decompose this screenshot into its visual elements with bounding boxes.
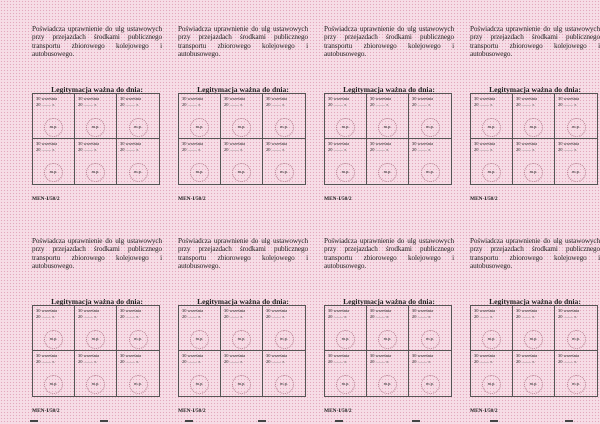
validity-stamp-grid <box>470 93 598 185</box>
validity-stamp-grid <box>324 305 452 397</box>
validity-cell <box>263 351 305 396</box>
validity-date-day: 30 września <box>328 141 350 146</box>
validity-date-day: 30 września <box>370 353 392 358</box>
stamp-label: m.p. <box>91 124 100 129</box>
validity-date <box>120 141 141 153</box>
validity-date-year: 20 ......... r. <box>120 147 139 152</box>
validity-cell <box>325 139 367 184</box>
validity-date <box>266 141 287 153</box>
validity-cell <box>221 306 263 351</box>
validity-date <box>36 353 57 365</box>
validity-cell <box>117 94 159 139</box>
validity-stamp-grid <box>470 305 598 397</box>
validity-date-year: 20 ......... r. <box>474 314 493 319</box>
validity-date-year: 20 ......... r. <box>412 102 431 107</box>
validity-cell <box>221 94 263 139</box>
stamp-label: m.p. <box>237 124 246 129</box>
stamp-label: m.p. <box>237 169 246 174</box>
validity-title: Legitymacja ważna do dnia: <box>489 85 581 94</box>
validity-date <box>120 96 141 108</box>
validity-date <box>120 308 141 320</box>
validity-date-day: 30 września <box>474 96 496 101</box>
validity-date <box>370 141 391 153</box>
validity-date <box>78 308 99 320</box>
stamp-label: m.p. <box>280 381 288 386</box>
validity-date-day: 30 września <box>78 141 100 146</box>
validity-title: Legitymacja ważna do dnia: <box>197 85 289 94</box>
validity-date-year: 20 ......... r. <box>558 359 577 364</box>
validity-date-year: 20 ......... r. <box>182 102 201 107</box>
validity-date-year: 20 ......... r. <box>474 147 493 152</box>
entitlement-text: Poświadcza uprawnienie do ulg ustawowych przy przejazdach środkami publicznego transportu zbiorowego kolejowego i autobusowego. <box>324 25 454 59</box>
validity-date-day: 30 września <box>412 96 434 101</box>
validity-date-day: 30 września <box>182 308 204 313</box>
validity-date <box>36 96 57 108</box>
stamp-label: m.p. <box>529 124 538 129</box>
validity-date <box>78 96 99 108</box>
validity-cell <box>117 306 159 351</box>
validity-date-year: 20 ......... r. <box>412 147 431 152</box>
validity-date <box>328 308 349 320</box>
stamp-label: m.p. <box>572 381 580 386</box>
validity-date-year: 20 ......... r. <box>412 314 431 319</box>
validity-date <box>36 141 57 153</box>
validity-date-year: 20 ......... r. <box>328 147 347 152</box>
validity-cell <box>367 139 409 184</box>
validity-cell <box>409 351 451 396</box>
stamp-label: m.p. <box>426 336 434 341</box>
stamp-label: m.p. <box>341 169 350 174</box>
form-code: MEN-I/50/2 <box>470 408 498 414</box>
validity-date <box>558 141 579 153</box>
validity-cell <box>513 351 555 396</box>
stamp-label: m.p. <box>572 336 580 341</box>
validity-date-year: 20 ......... r. <box>266 314 285 319</box>
form-code: MEN-I/50/2 <box>470 196 498 202</box>
validity-date-day: 30 września <box>266 96 288 101</box>
id-card-panel <box>178 25 308 205</box>
stamp-label: m.p. <box>529 336 538 341</box>
form-code: MEN-I/50/2 <box>324 196 352 202</box>
validity-cell <box>179 306 221 351</box>
validity-date <box>474 308 495 320</box>
validity-date-day: 30 września <box>224 96 246 101</box>
stamp-label: m.p. <box>237 381 246 386</box>
stamp-label: m.p. <box>529 169 538 174</box>
entitlement-text: Poświadcza uprawnienie do ulg ustawowych przy przejazdach środkami publicznego transportu zbiorowego kolejowego i autobusowego. <box>470 237 600 271</box>
registration-mark <box>565 420 573 422</box>
validity-title: Legitymacja ważna do dnia: <box>51 297 143 306</box>
validity-cell <box>263 306 305 351</box>
validity-date-day: 30 września <box>36 141 58 146</box>
validity-cell <box>179 351 221 396</box>
validity-date <box>370 96 391 108</box>
validity-cell <box>513 94 555 139</box>
validity-date-year: 20 ......... r. <box>78 147 97 152</box>
validity-date-day: 30 września <box>224 141 246 146</box>
validity-cell <box>555 139 597 184</box>
id-card-panel <box>470 237 600 417</box>
validity-cell <box>179 139 221 184</box>
form-code: MEN-I/50/2 <box>178 196 206 202</box>
validity-date-day: 30 września <box>558 308 580 313</box>
stamp-label: m.p. <box>134 381 142 386</box>
stamp-label: m.p. <box>572 124 580 129</box>
stamp-label: m.p. <box>91 381 100 386</box>
validity-date <box>516 141 537 153</box>
stamp-label: m.p. <box>49 336 58 341</box>
validity-date-day: 30 września <box>120 353 142 358</box>
validity-cell <box>513 306 555 351</box>
id-card-panel <box>470 25 600 205</box>
validity-date-day: 30 września <box>266 308 288 313</box>
validity-date-year: 20 ......... r. <box>224 359 243 364</box>
form-code: MEN-I/50/2 <box>324 408 352 414</box>
stamp-label: m.p. <box>383 381 392 386</box>
validity-date-day: 30 września <box>370 141 392 146</box>
validity-title: Legitymacja ważna do dnia: <box>343 85 435 94</box>
validity-date-day: 30 września <box>182 96 204 101</box>
validity-cell <box>409 306 451 351</box>
stamp-label: m.p. <box>572 169 580 174</box>
validity-date-year: 20 ......... r. <box>120 359 139 364</box>
validity-date <box>474 141 495 153</box>
validity-date-year: 20 ......... r. <box>328 314 347 319</box>
entitlement-text: Poświadcza uprawnienie do ulg ustawowych przy przejazdach środkami publicznego transportu zbiorowego kolejowego i autobusowego. <box>178 25 308 59</box>
validity-date <box>266 308 287 320</box>
stamp-label: m.p. <box>487 381 496 386</box>
validity-date <box>370 353 391 365</box>
stamp-label: m.p. <box>341 381 350 386</box>
validity-date-year: 20 ......... r. <box>558 314 577 319</box>
validity-date-year: 20 ......... r. <box>120 102 139 107</box>
validity-date <box>558 353 579 365</box>
stamp-label: m.p. <box>49 381 58 386</box>
validity-date-year: 20 ......... r. <box>370 102 389 107</box>
validity-date-day: 30 września <box>182 353 204 358</box>
validity-date-year: 20 ......... r. <box>516 359 535 364</box>
stamp-label: m.p. <box>426 381 434 386</box>
validity-cell <box>263 94 305 139</box>
validity-cell <box>75 306 117 351</box>
validity-date <box>182 308 203 320</box>
id-card-panel <box>32 25 162 205</box>
validity-date-year: 20 ......... r. <box>224 102 243 107</box>
validity-cell <box>367 306 409 351</box>
stamp-label: m.p. <box>237 336 246 341</box>
stamp-label: m.p. <box>383 336 392 341</box>
entitlement-text: Poświadcza uprawnienie do ulg ustawowych przy przejazdach środkami publicznego transportu zbiorowego kolejowego i autobusowego. <box>32 25 162 59</box>
validity-date <box>182 353 203 365</box>
stamp-label: m.p. <box>195 336 204 341</box>
registration-mark <box>30 420 38 422</box>
entitlement-text: Poświadcza uprawnienie do ulg ustawowych przy przejazdach środkami publicznego transportu zbiorowego kolejowego i autobusowego. <box>324 237 454 271</box>
validity-date <box>412 141 433 153</box>
validity-date-day: 30 września <box>78 96 100 101</box>
validity-date <box>370 308 391 320</box>
validity-date-day: 30 września <box>558 353 580 358</box>
validity-date <box>412 96 433 108</box>
validity-date-day: 30 września <box>78 353 100 358</box>
registration-mark <box>100 420 108 422</box>
validity-date-day: 30 września <box>266 141 288 146</box>
validity-cell <box>117 139 159 184</box>
validity-date-year: 20 ......... r. <box>370 147 389 152</box>
bottom-registration-marks <box>0 418 600 424</box>
validity-stamp-grid <box>32 305 160 397</box>
stamp-label: m.p. <box>195 381 204 386</box>
validity-date-year: 20 ......... r. <box>370 314 389 319</box>
validity-stamp-grid <box>32 93 160 185</box>
entitlement-text: Poświadcza uprawnienie do ulg ustawowych przy przejazdach środkami publicznego transportu zbiorowego kolejowego i autobusowego. <box>470 25 600 59</box>
stamp-label: m.p. <box>134 336 142 341</box>
validity-date-day: 30 września <box>516 353 538 358</box>
validity-date-year: 20 ......... r. <box>266 359 285 364</box>
validity-cell <box>471 306 513 351</box>
validity-date <box>516 308 537 320</box>
validity-date <box>266 353 287 365</box>
validity-date-year: 20 ......... r. <box>516 102 535 107</box>
stamp-label: m.p. <box>383 124 392 129</box>
validity-date-day: 30 września <box>182 141 204 146</box>
validity-date-day: 30 września <box>78 308 100 313</box>
validity-date <box>182 141 203 153</box>
validity-date-year: 20 ......... r. <box>328 359 347 364</box>
validity-date-day: 30 września <box>474 308 496 313</box>
validity-date-year: 20 ......... r. <box>182 314 201 319</box>
validity-cell <box>367 351 409 396</box>
validity-date-day: 30 września <box>36 308 58 313</box>
validity-date-day: 30 września <box>412 353 434 358</box>
id-card-panel <box>324 25 454 205</box>
validity-date-day: 30 września <box>516 96 538 101</box>
validity-date-year: 20 ......... r. <box>182 359 201 364</box>
validity-date-day: 30 września <box>120 141 142 146</box>
validity-date-day: 30 września <box>370 96 392 101</box>
validity-date <box>558 308 579 320</box>
validity-cell <box>263 139 305 184</box>
registration-mark <box>490 420 498 422</box>
validity-date-day: 30 września <box>120 96 142 101</box>
validity-cell <box>555 306 597 351</box>
validity-date-day: 30 września <box>558 96 580 101</box>
validity-cell <box>221 139 263 184</box>
form-code: MEN-I/50/2 <box>32 196 60 202</box>
validity-date-year: 20 ......... r. <box>266 147 285 152</box>
validity-date-year: 20 ......... r. <box>474 102 493 107</box>
entitlement-text: Poświadcza uprawnienie do ulg ustawowych przy przejazdach środkami publicznego transportu zbiorowego kolejowego i autobusowego. <box>32 237 162 271</box>
validity-date <box>224 308 245 320</box>
validity-cell <box>33 139 75 184</box>
registration-mark <box>185 420 193 422</box>
stamp-label: m.p. <box>341 124 350 129</box>
validity-date <box>224 96 245 108</box>
validity-cell <box>33 306 75 351</box>
validity-date <box>36 308 57 320</box>
stamp-label: m.p. <box>426 124 434 129</box>
validity-title: Legitymacja ważna do dnia: <box>51 85 143 94</box>
validity-cell <box>33 94 75 139</box>
validity-cell <box>409 94 451 139</box>
validity-date-year: 20 ......... r. <box>36 314 55 319</box>
validity-date-year: 20 ......... r. <box>78 102 97 107</box>
validity-date-day: 30 września <box>474 141 496 146</box>
validity-date-year: 20 ......... r. <box>474 359 493 364</box>
validity-date <box>266 96 287 108</box>
validity-stamp-grid <box>178 305 306 397</box>
validity-cell <box>221 351 263 396</box>
validity-date-year: 20 ......... r. <box>36 102 55 107</box>
stamp-label: m.p. <box>49 169 58 174</box>
validity-cell <box>471 139 513 184</box>
stamp-label: m.p. <box>383 169 392 174</box>
validity-date-year: 20 ......... r. <box>36 147 55 152</box>
validity-date-day: 30 września <box>558 141 580 146</box>
validity-date-day: 30 września <box>516 308 538 313</box>
validity-date-day: 30 września <box>224 353 246 358</box>
validity-date-day: 30 września <box>474 353 496 358</box>
stamp-label: m.p. <box>341 336 350 341</box>
validity-date <box>120 353 141 365</box>
validity-date-day: 30 września <box>412 141 434 146</box>
stamp-label: m.p. <box>529 381 538 386</box>
validity-date-year: 20 ......... r. <box>558 147 577 152</box>
validity-date-year: 20 ......... r. <box>224 147 243 152</box>
validity-cell <box>367 94 409 139</box>
validity-date-day: 30 września <box>370 308 392 313</box>
validity-date <box>474 96 495 108</box>
stamp-label: m.p. <box>280 336 288 341</box>
validity-date-year: 20 ......... r. <box>78 314 97 319</box>
registration-mark <box>412 420 420 422</box>
stamp-label: m.p. <box>195 124 204 129</box>
validity-cell <box>555 351 597 396</box>
validity-date <box>474 353 495 365</box>
id-card-panel <box>32 237 162 417</box>
validity-cell <box>75 351 117 396</box>
validity-date-day: 30 września <box>412 308 434 313</box>
form-code: MEN-I/50/2 <box>32 408 60 414</box>
validity-date-day: 30 września <box>266 353 288 358</box>
stamp-label: m.p. <box>487 169 496 174</box>
registration-mark <box>335 420 343 422</box>
validity-date-day: 30 września <box>224 308 246 313</box>
validity-stamp-grid <box>324 93 452 185</box>
validity-date-day: 30 września <box>120 308 142 313</box>
validity-date <box>224 353 245 365</box>
validity-date-day: 30 września <box>36 96 58 101</box>
validity-date-year: 20 ......... r. <box>558 102 577 107</box>
validity-cell <box>75 139 117 184</box>
validity-date <box>558 96 579 108</box>
id-card-panel <box>178 237 308 417</box>
stamp-label: m.p. <box>280 124 288 129</box>
validity-date-day: 30 września <box>516 141 538 146</box>
validity-date-year: 20 ......... r. <box>224 314 243 319</box>
validity-title: Legitymacja ważna do dnia: <box>197 297 289 306</box>
stamp-label: m.p. <box>134 124 142 129</box>
validity-date <box>516 353 537 365</box>
validity-cell <box>513 139 555 184</box>
validity-cell <box>325 351 367 396</box>
validity-date <box>412 308 433 320</box>
validity-date-day: 30 września <box>328 353 350 358</box>
validity-date <box>224 141 245 153</box>
validity-date-year: 20 ......... r. <box>328 102 347 107</box>
stamp-label: m.p. <box>487 336 496 341</box>
validity-title: Legitymacja ważna do dnia: <box>489 297 581 306</box>
form-code: MEN-I/50/2 <box>178 408 206 414</box>
validity-date <box>328 141 349 153</box>
validity-date <box>78 353 99 365</box>
entitlement-text: Poświadcza uprawnienie do ulg ustawowych przy przejazdach środkami publicznego transportu zbiorowego kolejowego i autobusowego. <box>178 237 308 271</box>
validity-date-day: 30 września <box>328 308 350 313</box>
validity-cell <box>117 351 159 396</box>
validity-cell <box>179 94 221 139</box>
validity-cell <box>471 94 513 139</box>
stamp-label: m.p. <box>280 169 288 174</box>
validity-stamp-grid <box>178 93 306 185</box>
validity-date-day: 30 września <box>36 353 58 358</box>
validity-date <box>182 96 203 108</box>
stamp-label: m.p. <box>195 169 204 174</box>
stamp-label: m.p. <box>91 336 100 341</box>
stamp-label: m.p. <box>49 124 58 129</box>
validity-date-year: 20 ......... r. <box>370 359 389 364</box>
validity-date-year: 20 ......... r. <box>516 314 535 319</box>
validity-date <box>412 353 433 365</box>
validity-date-year: 20 ......... r. <box>36 359 55 364</box>
stamp-label: m.p. <box>134 169 142 174</box>
validity-cell <box>325 306 367 351</box>
validity-cell <box>471 351 513 396</box>
validity-date-year: 20 ......... r. <box>78 359 97 364</box>
validity-cell <box>555 94 597 139</box>
id-card-panel <box>324 237 454 417</box>
validity-date <box>78 141 99 153</box>
validity-date <box>328 96 349 108</box>
validity-cell <box>33 351 75 396</box>
stamp-label: m.p. <box>426 169 434 174</box>
validity-date-day: 30 września <box>328 96 350 101</box>
validity-title: Legitymacja ważna do dnia: <box>343 297 435 306</box>
validity-cell <box>325 94 367 139</box>
validity-date-year: 20 ......... r. <box>516 147 535 152</box>
validity-date <box>516 96 537 108</box>
stamp-label: m.p. <box>487 124 496 129</box>
validity-date-year: 20 ......... r. <box>412 359 431 364</box>
validity-date-year: 20 ......... r. <box>182 147 201 152</box>
validity-cell <box>75 94 117 139</box>
stamp-label: m.p. <box>91 169 100 174</box>
validity-date-year: 20 ......... r. <box>120 314 139 319</box>
validity-date <box>328 353 349 365</box>
registration-mark <box>258 420 266 422</box>
validity-date-year: 20 ......... r. <box>266 102 285 107</box>
validity-cell <box>409 139 451 184</box>
